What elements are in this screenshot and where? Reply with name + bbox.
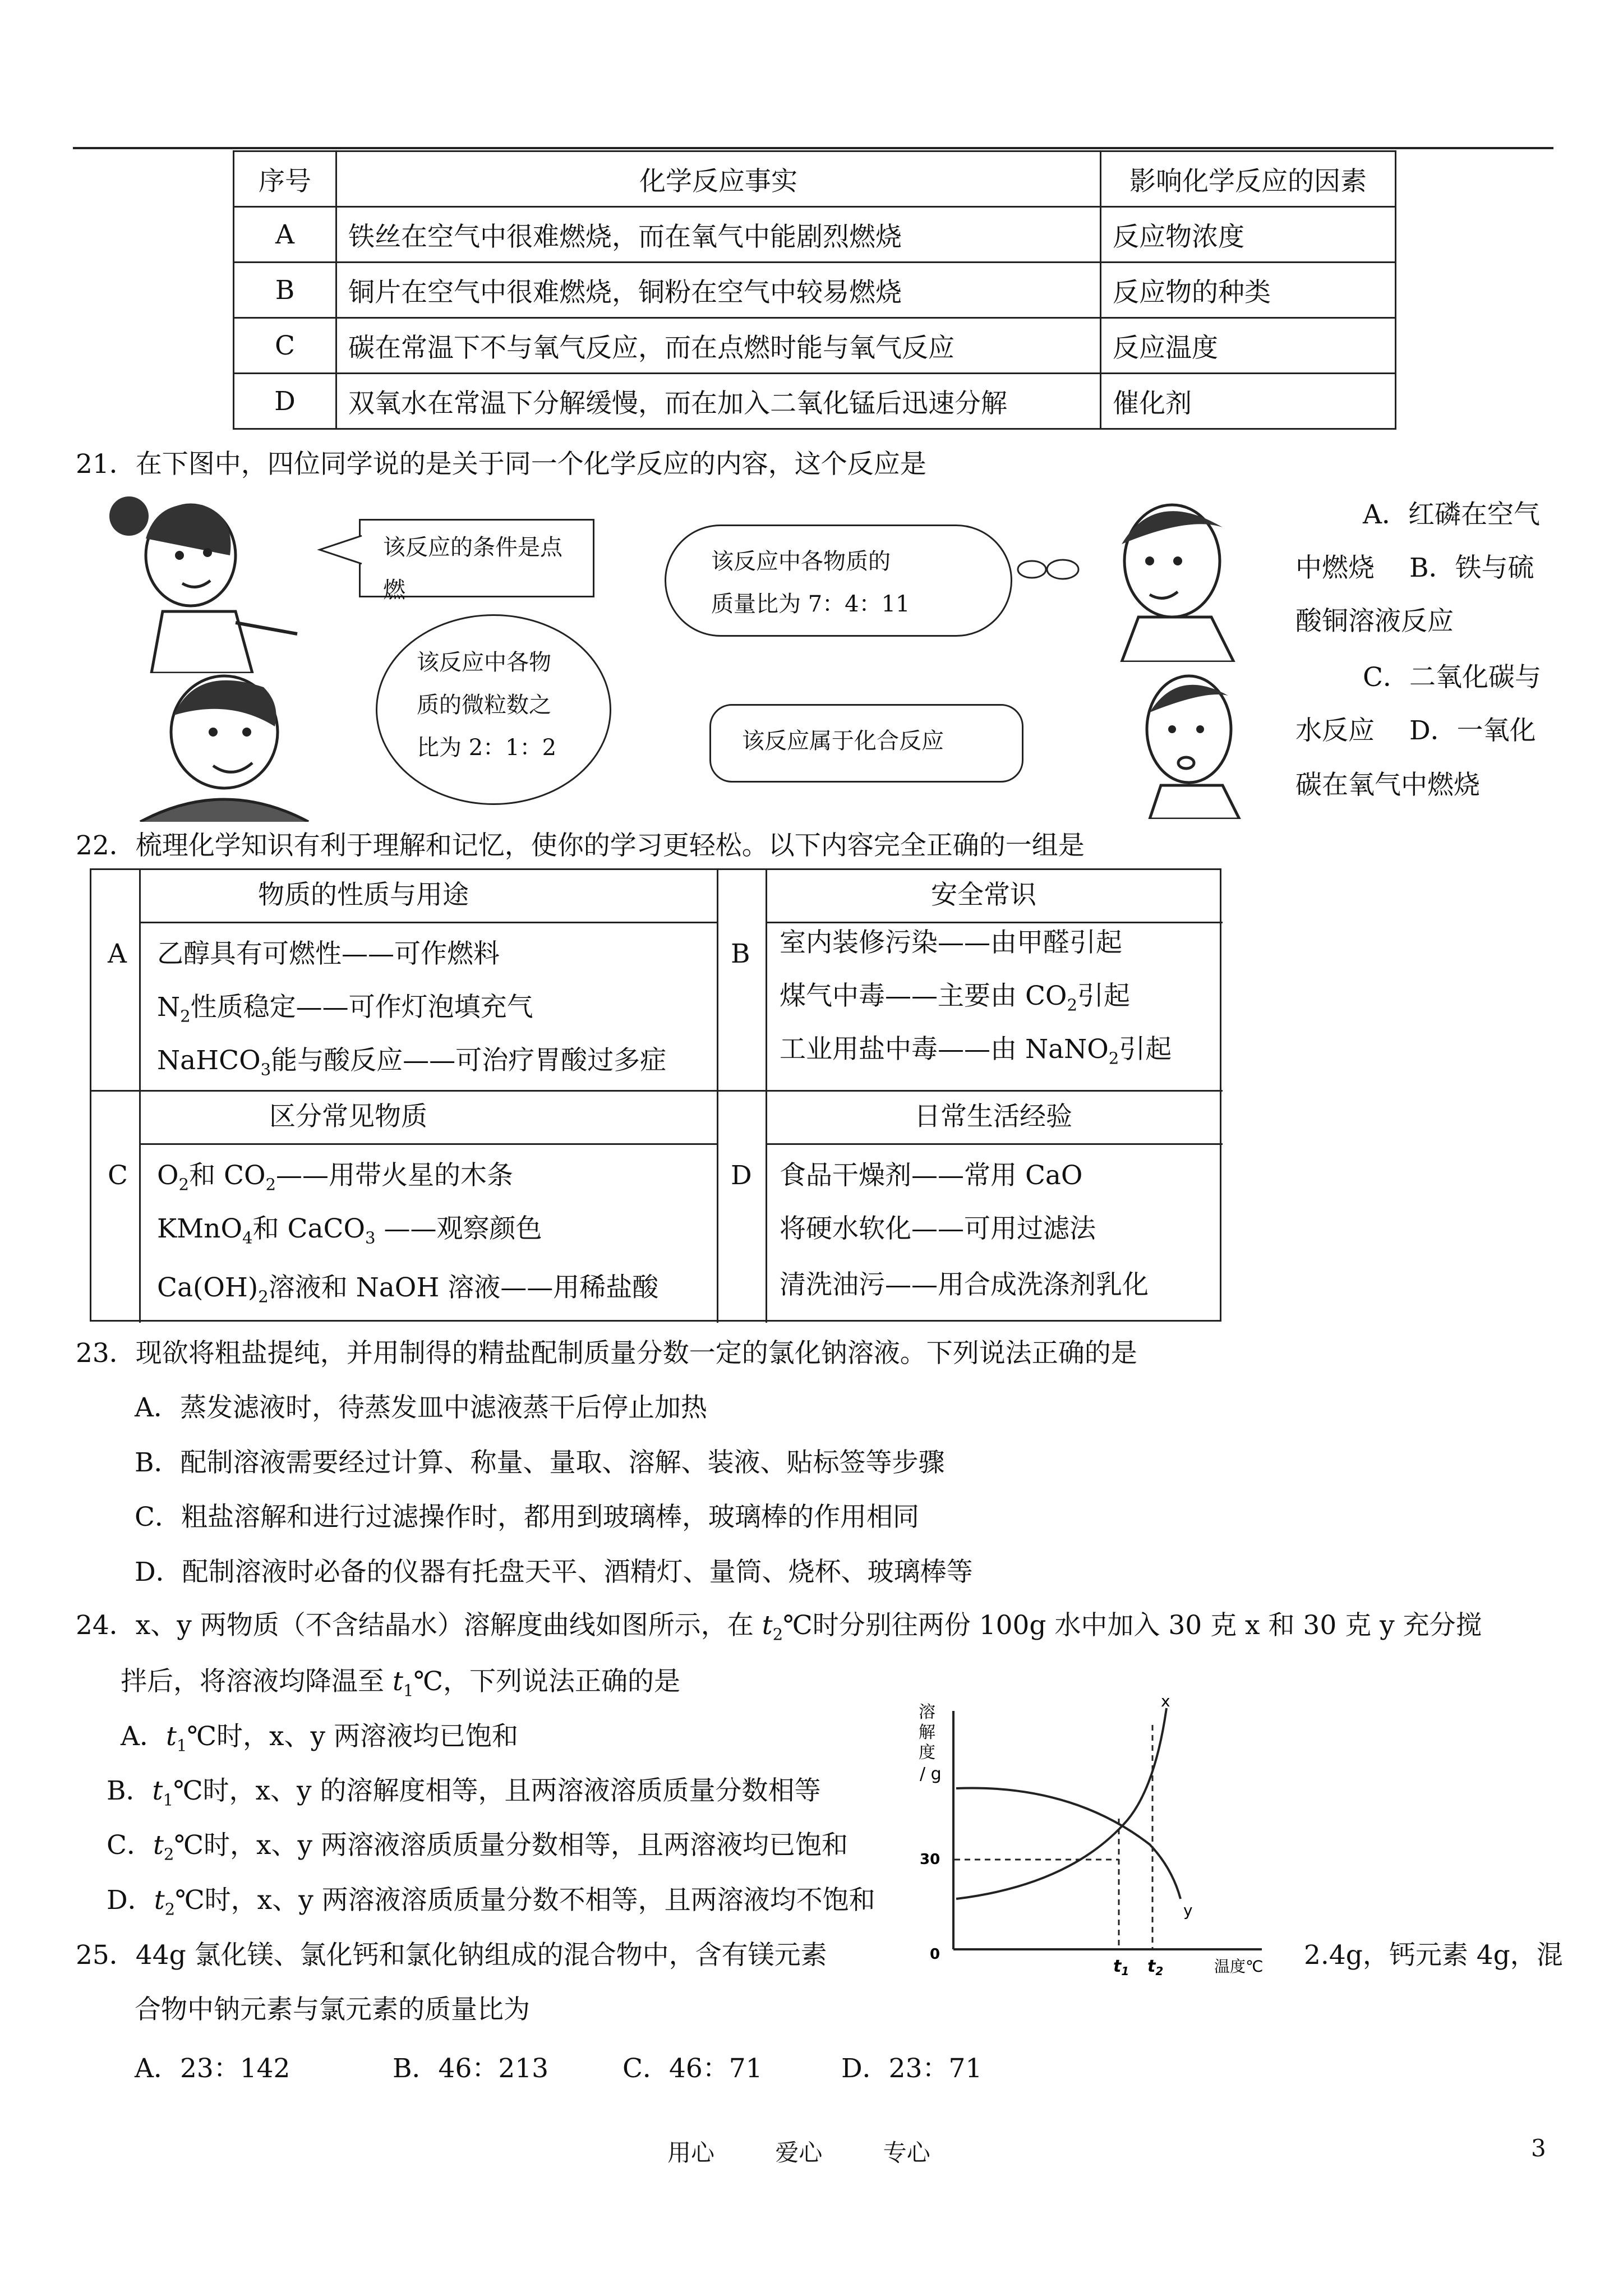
page-number: 3 xyxy=(1531,2134,1546,2162)
table-header-cell: 影响化学反应的因素 xyxy=(1101,151,1396,207)
q21-option-line: 碳在氧气中燃烧 xyxy=(1295,770,1480,800)
q23-option-d: D．配制溶液时必备的仪器有托盘天平、酒精灯、量筒、烧杯、玻璃棒等 xyxy=(135,1557,973,1588)
row-label: A xyxy=(234,207,336,263)
q24-option-a: A．$t_1℃$时，x、y 两溶液均已饱和 xyxy=(121,1721,518,1755)
cell-title-d: 日常生活经验 xyxy=(914,1101,1072,1132)
q25-option-b: B．46：213 xyxy=(393,2053,549,2084)
bubble-text: 比为 2：1：2 xyxy=(417,735,557,761)
bubble-tail xyxy=(317,533,365,567)
row-factor: 反应温度 xyxy=(1101,318,1396,374)
q22-grid xyxy=(90,868,1223,1323)
row-label: B xyxy=(234,263,336,318)
bubble-text: 该反应的条件是点燃 xyxy=(383,535,562,603)
boy-student-illustration-2 xyxy=(1088,494,1256,662)
q21-option-line: 中燃烧 B．铁与硫 xyxy=(1295,553,1534,583)
y-tick-30: 30 xyxy=(920,1851,940,1868)
table-row xyxy=(234,263,1396,318)
curve-label-x: x xyxy=(1161,1694,1170,1710)
thought-bubble-dots xyxy=(1015,555,1088,583)
cell-line: $N_2$性质稳定——可作灯泡填充气 xyxy=(157,992,533,1026)
bubble-text: 该反应属于化合反应 xyxy=(742,728,944,754)
curve-x xyxy=(956,1708,1166,1899)
motto-word: 专心 xyxy=(883,2139,930,2166)
cell-line: 将硬水软化——可用过滤法 xyxy=(780,1213,1096,1244)
origin-label: 0 xyxy=(930,1946,940,1963)
q24-option-c: C．$t_2℃$时，x、y 两溶液溶质质量分数相等，且两溶液均已饱和 xyxy=(107,1830,848,1864)
row-factor: 催化剂 xyxy=(1101,374,1396,429)
t2-label: $t_2$ xyxy=(1147,1957,1164,1978)
y-axis-label: 溶 xyxy=(919,1703,935,1722)
q23-option-a: A．蒸发滤液时，待蒸发皿中滤液蒸干后停止加热 xyxy=(135,1392,707,1423)
cell-title-a: 物质的性质与用途 xyxy=(258,880,469,910)
cell-line: 工业用盐中毒——由 NaNO$_2$引起 xyxy=(780,1034,1172,1068)
curve-y xyxy=(956,1788,1181,1899)
cell-line: $Ca(OH)_2$溶液和 NaOH 溶液——用稀盐酸 xyxy=(157,1272,659,1306)
motto-word: 用心 xyxy=(667,2139,715,2166)
solubility-curve-graph xyxy=(903,1694,1295,1980)
q25-option-d: D．23：71 xyxy=(841,2053,983,2084)
header-rule xyxy=(73,147,1553,149)
cell-line: 室内装修污染——由甲醛引起 xyxy=(780,927,1122,958)
q24-option-b: B．$t_1℃$时，x、y 的溶解度相等，且两溶液溶质质量分数相等 xyxy=(107,1775,821,1810)
speech-bubble-condition xyxy=(359,519,594,603)
cell-title-c: 区分常见物质 xyxy=(269,1101,427,1132)
q24-stem-line2: 拌后，将溶液均降温至 $t_1℃$，下列说法正确的是 xyxy=(121,1666,680,1700)
q23-option-c: C．粗盐溶解和进行过滤操作时，都用到玻璃棒，玻璃棒的作用相同 xyxy=(135,1502,919,1533)
cell-line: NaHCO$_3$能与酸反应——可治疗胃酸过多症 xyxy=(157,1045,667,1079)
row-label: C xyxy=(234,318,336,374)
q25-stem-line2: 合物中钠元素与氯元素的质量比为 xyxy=(135,1994,530,2025)
boy-student-illustration-1 xyxy=(118,665,331,822)
cell-line: 清洗油污——用合成洗涤剂乳化 xyxy=(780,1269,1149,1300)
q24-stem-line1: 24．x、y 两物质（不含结晶水）溶解度曲线如图所示，在 $t_2℃$时分别往两份 100g 水中加入 30 克 x 和 30 克 y 充分搅 xyxy=(76,1610,1482,1644)
speech-bubble-mass-ratio xyxy=(665,524,1012,637)
y-axis-label: 解 xyxy=(919,1723,935,1742)
row-fact: 铁丝在空气中很难燃烧，而在氧气中能剧烈燃烧 xyxy=(336,207,1101,263)
q21-option-line: C．二氧化碳与 xyxy=(1363,662,1541,693)
speech-bubble-combination xyxy=(709,704,1023,783)
row-label: D xyxy=(234,374,336,429)
speech-bubble-particle-ratio xyxy=(376,614,611,805)
row-fact: 铜片在空气中很难燃烧，铜粉在空气中较易燃烧 xyxy=(336,263,1101,318)
q24-option-d: D．$t_2℃$时，x、y 两溶液溶质质量分数不相等，且两溶液均不饱和 xyxy=(107,1885,875,1919)
q23-stem: 23．现欲将粗盐提纯，并用制得的精盐配制质量分数一定的氯化钠溶液。下列说法正确的是 xyxy=(76,1338,1137,1369)
x-axis-label: 温度℃ xyxy=(1214,1957,1264,1976)
q25-stem-line1: 25．44g 氯化镁、氯化钙和氯化钠组成的混合物中，含有镁元素 xyxy=(76,1940,827,1971)
q21-option-line: 水反应 D．一氧化 xyxy=(1295,715,1536,746)
row-factor: 反应物浓度 xyxy=(1101,207,1396,263)
q23-option-b: B．配制溶液需要经过计算、称量、量取、溶解、装液、贴标签等步骤 xyxy=(135,1447,945,1478)
q25-stem-line1-end: 2.4g，钙元素 4g，混 xyxy=(1304,1940,1563,1971)
cell-title-b: 安全常识 xyxy=(931,880,1036,910)
row-factor: 反应物的种类 xyxy=(1101,263,1396,318)
bubble-text: 质量比为 7：4：11 xyxy=(711,591,910,617)
curve-label-y: y xyxy=(1183,1901,1193,1920)
y-axis-label: / g xyxy=(920,1764,942,1784)
motto-word: 爱心 xyxy=(775,2139,823,2166)
boy-student-illustration-3 xyxy=(1110,668,1262,819)
row-fact: 双氧水在常温下分解缓慢，而在加入二氧化锰后迅速分解 xyxy=(336,374,1101,429)
reaction-factors-table xyxy=(233,150,1396,430)
girl-student-illustration xyxy=(107,494,308,673)
table-header-cell: 化学反应事实 xyxy=(336,151,1101,207)
q25-option-c: C．46：71 xyxy=(623,2053,763,2084)
q21-option-line: 酸铜溶液反应 xyxy=(1295,606,1454,637)
cell-label-a: A xyxy=(108,938,127,969)
q21-stem: 21．在下图中，四位同学说的是关于同一个化学反应的内容，这个反应是 xyxy=(76,449,926,480)
bubble-text: 质的微粒数之 xyxy=(417,692,551,718)
y-axis-label: 度 xyxy=(919,1743,935,1763)
t1-label: $t_1$ xyxy=(1113,1957,1129,1978)
q25-option-a: A．23：142 xyxy=(135,2053,291,2084)
table-header-cell: 序号 xyxy=(234,151,336,207)
q22-stem: 22．梳理化学知识有利于理解和记忆，使你的学习更轻松。以下内容完全正确的一组是 xyxy=(76,830,1085,861)
cell-label-d: D xyxy=(731,1160,752,1191)
table-row xyxy=(234,318,1396,374)
bubble-text: 该反应中各物质的 xyxy=(711,549,891,574)
cell-line: KMnO$_4$和 CaCO$_3$ ——观察颜色 xyxy=(157,1213,542,1248)
bubble-text: 该反应中各物 xyxy=(417,650,551,675)
row-fact: 碳在常温下不与氧气反应，而在点燃时能与氧气反应 xyxy=(336,318,1101,374)
cell-label-c: C xyxy=(108,1160,128,1191)
cell-line: 煤气中毒——主要由 $CO_2$引起 xyxy=(780,981,1130,1015)
table-row xyxy=(234,207,1396,263)
cell-label-b: B xyxy=(731,938,750,969)
table-row xyxy=(234,374,1396,429)
q21-option-line: A．红磷在空气 xyxy=(1363,499,1540,530)
cell-line: $O_2$和 $CO_2——$用带火星的木条 xyxy=(157,1160,514,1194)
footer-motto xyxy=(667,2134,930,2168)
cell-line: 食品干燥剂——常用 CaO xyxy=(780,1160,1083,1191)
cell-line: 乙醇具有可燃性——可作燃料 xyxy=(157,938,500,969)
